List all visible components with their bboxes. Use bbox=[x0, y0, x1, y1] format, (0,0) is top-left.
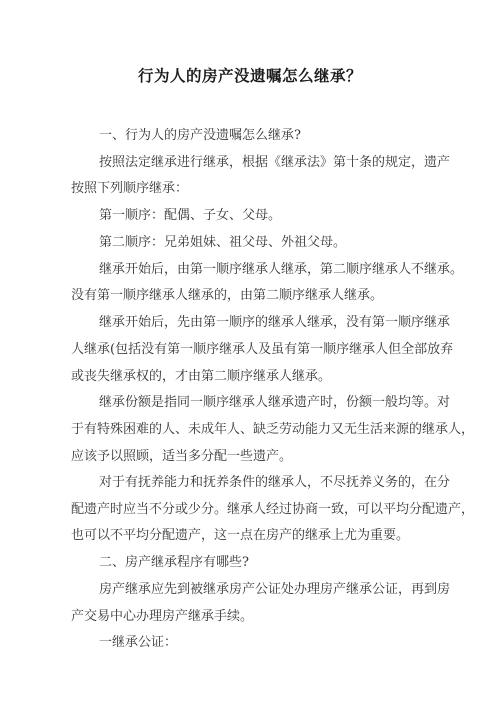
paragraph-line: 按照下列顺序继承： bbox=[71, 181, 189, 196]
paragraph-line: 没有第一顺序继承人继承的，由第二顺序继承人继承。 bbox=[71, 288, 384, 303]
paragraph-line: 第一顺序：配偶、子女、父母。 bbox=[99, 208, 282, 223]
paragraph-line: 继承开始后，由第一顺序继承人继承，第二顺序继承人不继承。 bbox=[99, 262, 464, 277]
paragraph-line: 按照法定继承进行继承，根据《继承法》第十条的规定，遗产 bbox=[99, 155, 451, 170]
paragraph-line: 配遗产时应当不分或少分。继承人经过协商一致，可以平均分配遗产， bbox=[71, 502, 475, 517]
paragraph-line: 继承份额是指同一顺序继承人继承遗产时，份额一般均等。对 bbox=[99, 395, 451, 410]
paragraph-line: 人继承(包括没有第一顺序继承人及虽有第一顺序继承人但全部放弃 bbox=[71, 342, 454, 357]
paragraph-line: 应该予以照顾，适当多分配一些遗产。 bbox=[71, 449, 293, 464]
paragraph-line: 也可以不平均分配遗产，这一点在房产的继承上尤为重要。 bbox=[71, 528, 410, 543]
document-title: 行为人的房产没遗嘱怎么继承？ bbox=[137, 67, 362, 85]
paragraph-line: 房产继承应先到被继承房产公证处办理房产继承公证，再到房 bbox=[99, 582, 451, 597]
heading-section-2: 二、房产继承程序有哪些? bbox=[99, 555, 249, 570]
heading-section-1: 一、行为人的房产没遗嘱怎么继承? bbox=[99, 128, 301, 143]
paragraph-line: 继承开始后，先由第一顺序的继承人继承，没有第一顺序继承 bbox=[99, 315, 451, 330]
paragraph-line: 第二顺序：兄弟姐妹、祖父母、外祖父母。 bbox=[99, 235, 347, 250]
paragraph-line: 于有特殊困难的人、未成年人、缺乏劳动能力又无生活来源的继承人， bbox=[71, 422, 475, 437]
paragraph-line: 或丧失继承权的，才由第二顺序继承人继承。 bbox=[71, 369, 332, 384]
paragraph-line: 一继承公证： bbox=[99, 635, 178, 650]
paragraph-line: 对于有抚养能力和抚养条件的继承人，不尽抚养义务的，在分 bbox=[99, 475, 451, 490]
paragraph-line: 产交易中心办理房产继承手续。 bbox=[71, 609, 254, 624]
